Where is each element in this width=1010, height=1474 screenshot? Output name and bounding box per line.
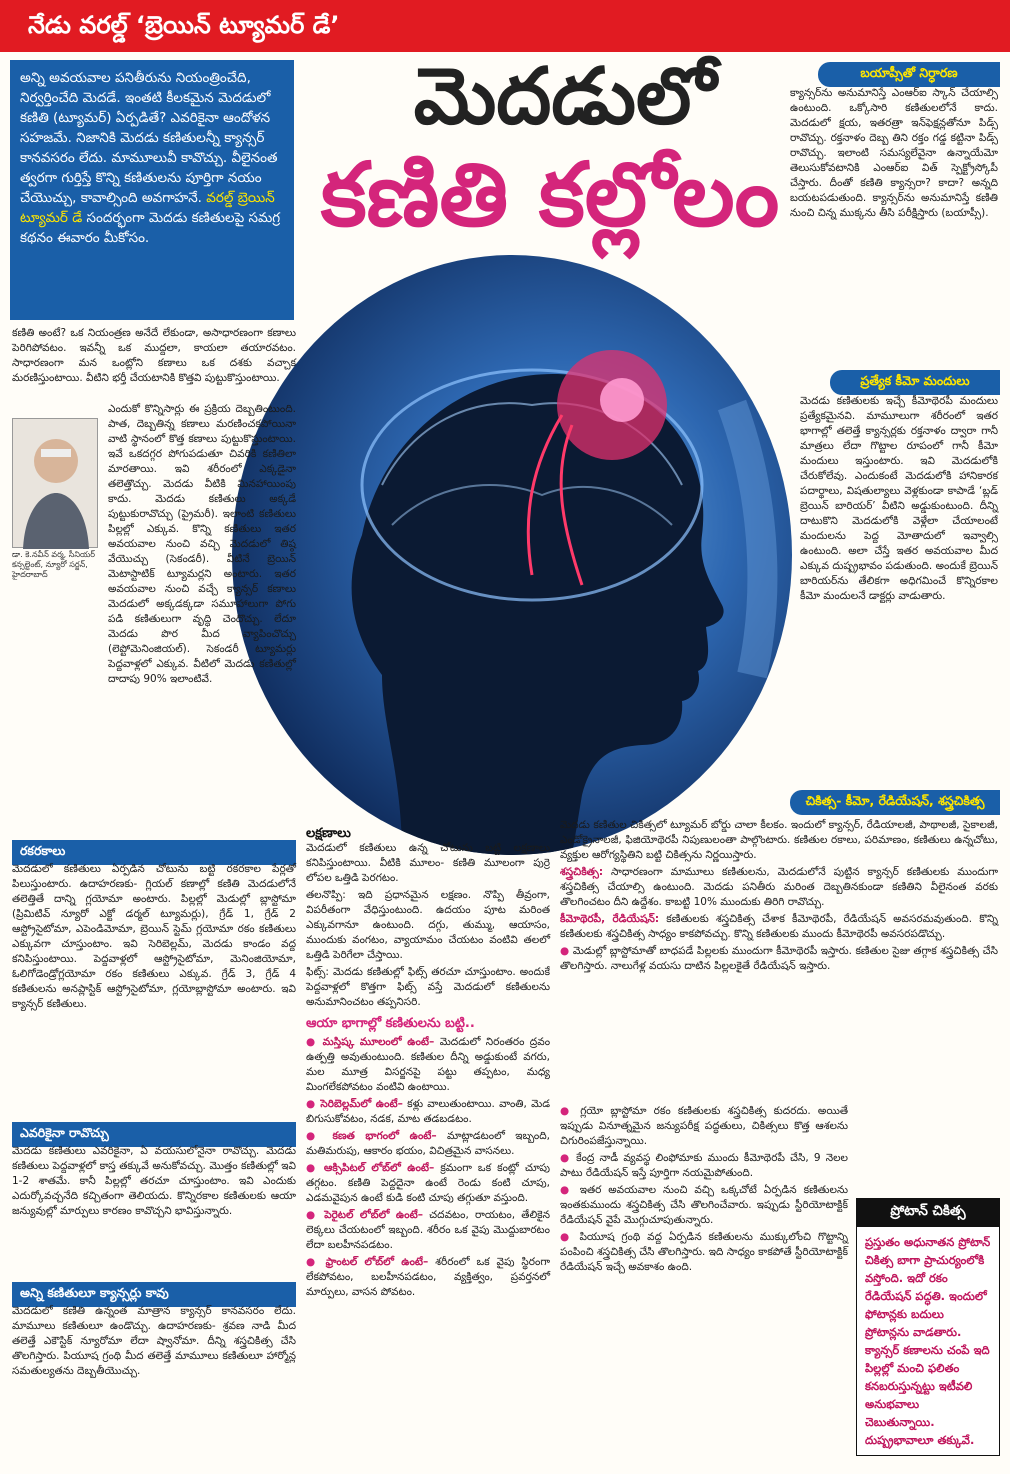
treatment-bullet — [560, 1151, 848, 1181]
intro-box — [10, 60, 294, 320]
location-item-head: కణత భాగంలో ఉంటే– — [332, 1130, 437, 1142]
section-by-location-heading: ఆయా భాగాల్లో కణితులను బట్టి.. — [306, 1016, 475, 1031]
treatment-bullet — [560, 944, 998, 974]
section-symptoms-heading: లక్షణాలు — [306, 826, 351, 841]
section-not-cancer-heading: అన్ని కణితులూ క్యాన్సర్లు కావు — [12, 1282, 296, 1307]
bullet-icon: ● — [560, 1184, 580, 1196]
treatment-bullet-text: ఇతర అవయవాల నుంచి వచ్చి ఒక్కచోటే ఏర్పడిన కణితులను ఇంతకుముందు శస్త్రచికిత్స చేసి తొలగించేవారు. ఇప్పుడు స్టీరియోటాక్టిక్ రేడియేషన్ వైపే మొగ్గుచూపుతున్నారు. — [560, 1184, 849, 1226]
symptoms-intro: మెదడులో కణితులు ఉన్న చోటును బట్టి లక్షణాలు కనిపిస్తుంటాయి. వీటికి మూలం- కణితి మూలంగా పుర్రె లోపల ఒత్తిడి పెరగటం. — [306, 842, 550, 884]
section-not-cancer-text: మెదడులో కణితి ఉన్నంత మాత్రాన క్యాన్సర్ కానవసరం లేదు. మామూలు కణితులూ ఉండొచ్చు. ఉదాహరణకు- శ్రవణ నాడి మీద తలెత్తే ఎకౌస్టిక్ న్యూరోమా లేదా ష్వానోమా. దీన్ని శస్త్రచికిత్స చేసి తొలగిస్తారు. పియూష గ్రంథి మీద తలెత్తే మామూలు కణితులూ హార్మోన్ల సమతుల్యతను దెబ్బతీయొచ్చు. — [12, 1305, 296, 1377]
location-item-head: మస్తిష్క మూలంలో ఉంటే– — [322, 1036, 435, 1048]
left-paragraph-2-wrap — [108, 402, 296, 689]
treatment-intro: మెదడు కణితుల చికిత్సలో ట్యూమర్ బోర్డు చాలా కీలకం. ఇందులో క్యాన్సర్, రేడియాలజీ, పాథాలజీ, సైకాలజీ, ఎండోక్రైనాలజీ, ఫిజియోథెరపీ నిపుణులంతా పాల్గొంటారు. కణితుల రకాలు, పరిమాణం, కణితులు ఉన్నచోటు, వ్యక్తుల ఆరోగ్యస్థితిని బట్టి చికిత్సను నిర్ణయిస్తారు. — [560, 819, 998, 861]
chemo-radiation-head: కీమోథెరపీ, రేడియేషన్: — [560, 913, 660, 925]
left-paragraph-2: ఎందుకో కొన్నిసార్లు ఈ ప్రక్రియ దెబ్బతింటుంది. పాత, దెబ్బతిన్న కణాలు మరణించకపోయినా వాటి స్థానంలో కొత్త కణాలు పుట్టుకొస్తుంటాయి. ఇవే ఒకదగ్గర పోగుపడుతూ చివరికి కణితిలా మారతాయి. ఇవి శరీరంలో ఎక్కడైనా తలెత్తొచ్చు. మెదడు వీటికి మినహాయింపు కాదు. మెదడు కణితులు అక్కడే పుట్టుకురావొచ్చు (ప్రైమరీ). ఇలాంటి కణితులు పిల్లల్లో ఎక్కువ. కొన్ని కణితులు ఇతర అవయవాల నుంచి వచ్చి మెదడులో తిష్ఠ వేయొచ్చు (సెకండరీ). వీటినే బ్రెయిన్ మెటాస్టాటిక్ ట్యూమర్లని అంటారు. ఇతర అవయవాల నుంచి వచ్చే క్యాన్సర్ కణాలు మెదడులో అక్కడక్కడా సమూహాలుగా పోగు పడి కణితులుగా వృద్ధి చెందొచ్చు. లేదూ మెదడు పొర మీద వ్యాపించొచ్చు (లెప్టోమెనింజియల్). సెకండరీ ట్యూమర్లు పెద్దవాళ్లలో ఎక్కువ. వీటిలో మెదడు కణితుల్లో దాదాపు 90% ఇలాంటివే. — [108, 403, 296, 685]
chemo-radiation-text: కణితులకు శస్త్రచికిత్స చేశాక కీమోథెరపీ, రేడియేషన్ అవసరమవుతుంది. కొన్ని కణితులకు శస్త్రచికిత్స సాధ్యం కాకపోవచ్చు. కొన్ని కణితులకు ముందు కీమోథెరపీ అవసరపడొచ్చు. — [560, 913, 999, 940]
bullet-icon: ● — [306, 1036, 323, 1048]
headline-line-2: కణితి కల్లోలం — [320, 143, 780, 246]
headline-line-1: మెదడులో — [413, 52, 717, 142]
bullet-icon: ● — [560, 1105, 581, 1117]
section-treatment-heading: చికిత్స- కీమో, రేడియేషన్, శస్త్రచికిత్స — [790, 790, 1000, 815]
location-item-text: శరీరంలో ఒక వైపు స్థిరంగా లేకపోవటం, బలహీనపడటం, వ్యక్తిత్వం, ప్రవర్తనలో మార్పులు, వాసన పోవటం. — [306, 1256, 551, 1298]
brain-illustration — [232, 255, 792, 855]
section-biopsy-text: క్యాన్సర్‌ను అనుమానిస్తే ఎంఆర్ఐ స్కాన్ చేయాల్సి ఉంటుంది. ఒక్కోసారి కణితులలోనే కాదు. మెదడులో క్షయ, ఇతరత్రా ఇన్‌ఫెక్షన్లతోనూ పిడ్స్ రావొచ్చు. రక్తనాళం దెబ్బ తిని రక్తం గడ్డ కట్టినా పిడ్స్ రావొచ్చు. ఇలాంటి సమస్యలేవైనా ఉన్నాయేమో తెలుసుకోవటానికి ఎంఆర్ఐ విత్ స్పెక్ట్రోస్కోపీ చేస్తారు. దీంతో కణితి క్యాన్సరా? కాదా? అన్నది బయటపడుతుంది. క్యాన్సర్‌ను అనుమానిస్తే కణితి నుంచి చిన్న ముక్కను తీసి పరీక్షిస్తారు (బయాప్సీ). — [790, 87, 998, 219]
location-item — [306, 1035, 550, 1095]
section-biopsy-heading: బయాప్సీతో నిర్ధారణ — [818, 62, 1000, 87]
left-column — [12, 326, 296, 388]
location-item-text: చదవటం, రాయటం, తేలికైన లెక్కలు చేయటంలో ఇబ్బంది. శరీరం ఒక వైపు మొద్దుబారటం లేదా బలహీనపడటం. — [306, 1209, 550, 1251]
section-chemo-drugs-heading: ప్రత్యేక కీమో మందులు — [830, 370, 1000, 395]
treatment-bullet — [560, 1104, 848, 1149]
symptom-headache: తలనొప్పి: ఇది ప్రధానమైన లక్షణం. నొప్పి తీవ్రంగా, విపరీతంగా వేధిస్తుంటుంది. ఉదయం పూట మరింత ఎక్కువగానూ ఉంటుంది. దగ్గు, తుమ్ము, ఆయాసం, ముందుకు వంగటం, వ్యాయామం చేయటం వంటివి తలలో ఒత్తిడి పెరిగేలా చేస్తాయి. — [306, 889, 550, 961]
location-item-head: పెరైటల్ లోబ్‌లో ఉంటే– — [324, 1209, 423, 1221]
treatment-surgery — [560, 865, 998, 910]
treatment-bullet-text: గ్లయో బ్లాస్టోమా రకం కణితులకు శస్త్రచికిత్స కుదరదు. అయితే ఇప్పుడు వినూత్నమైన జన్యుపరీక్ష పద్ధతులు, చికిత్సలు కొత్త ఆశలను చిగురింపజేస్తున్నాయి. — [560, 1105, 848, 1147]
location-item-head: ఆక్సిపిటల్ లోబ్‌లో ఉంటే– — [323, 1162, 435, 1174]
location-item-text: మాట్లాడటంలో ఇబ్బంది, మతిమరుపు, ఆకారం భయం, విచిత్రమైన వాసనలు. — [306, 1130, 551, 1157]
section-anyone-heading: ఎవరికైనా రావొచ్చు — [12, 1122, 296, 1147]
bullet-icon: ● — [306, 1209, 325, 1221]
section-chemo-drugs-text: మెదడు కణితులకు ఇచ్చే కీమోథెరపీ మందులు ప్రత్యేకమైనవి. మామూలుగా శరీరంలో ఇతర భాగాల్లో తలెత్తే క్యాన్సర్లకు రక్తనాళం ద్వారా గానీ మాత్రలు లేదా గొట్టాల రూపంలో గానీ కీమో మందులు ఇస్తుంటారు. ఇవి మెదడులోకి చేరుకోలేవు. ఎందుకంటే మెదడులోకి హానికారక పదార్థాలు, విషతుల్యాలు వెళ్లకుండా కాపాడే ‘బ్లడ్ బ్రెయిన్ బారియర్’ వీటిని అడ్డుకుంటుంది. దీన్ని దాటుకొని మెదడులోకి వెళ్లేలా చేయాలంటే మందులను పెద్ద మోతాదులో ఇవ్వాల్సి ఉంటుంది. అలా చేస్తే ఇతర అవయవాల మీద ఎక్కువ దుష్ప్రభావం పడుతుంది. అందుకే బ్రెయిన్ బారియర్‌ను తేలికగా అధిగమించే కొన్నిరకాల కీమో మందులనే డాక్టర్లు వాడుతారు. — [800, 395, 998, 602]
section-types-heading: రకరకాలు — [12, 840, 296, 865]
treatment-column-bottom — [560, 1104, 848, 1277]
brain-head-silhouette-icon — [232, 255, 792, 855]
location-item — [306, 1097, 550, 1127]
location-item-text: కళ్లు వాలుతుంటాయి. వాంతి, మెడ బిగుసుకోవటం, నడక, మాట తడబడటం. — [306, 1098, 551, 1125]
symptoms-column — [306, 826, 550, 1302]
location-item-head: ఫ్రాంటల్ లోబ్‌లో ఉంటే– — [325, 1256, 429, 1268]
treatment-bullet-text: కేంద్ర నాడీ వ్యవస్థ లింఫోమాకు ముందు కీమోథెరపీ చేసి, 9 నెలల పాటు రేడియేషన్ ఇస్తే పూర్తిగా నయమైపోతుంది. — [560, 1152, 848, 1179]
surgery-text: సాధారణంగా మామూలు కణితులను, మెదడులోనే పుట్టిన క్యాన్సర్ కణితులకు ముందుగా శస్త్రచికిత్స చేయాల్సి ఉంటుంది. మెదడు పనితీరు మరింత దెబ్బతినకుండా కణితిని వీలైనంత వరకు తొలగించటం దీని ఉద్దేశం. కాబట్టి 10% ముందుకు తిరిగి రావొచ్చు. — [560, 866, 998, 908]
treatment-bullet — [560, 1183, 848, 1228]
person-icon — [13, 419, 99, 549]
doctor-caption: డా. కె.నవీన్ వర్మ, సీనియర్ కన్సల్టెంట్, న్యూరో సర్జన్, హైదరాబాద్ — [12, 550, 95, 579]
surgery-head: శస్త్రచికిత్స: — [560, 866, 604, 878]
proton-heading: ప్రోటాన్ చికిత్స — [856, 1198, 1000, 1227]
intro-highlight: వరల్డ్ బ్రెయిన్ ట్యూమర్ డే — [20, 190, 275, 226]
location-item — [306, 1161, 550, 1206]
intro-tail: సందర్భంగా మెదడు కణితులపై సమగ్ర కథనం ఈవారం మీకోసం. — [20, 210, 281, 246]
doctor-photo — [12, 418, 98, 548]
treatment-bullet-text: మెడుల్లో బ్లాస్టోమాతో బాధపడే పిల్లలకు ముందుగా కీమోథెరపీ ఇస్తారు. కణితుల సైజు తగ్గాక శస్త్రచికిత్స చేసి తొలగిస్తారు. నాలుగేళ్ల వయసు దాటిన పిల్లలకైతే రేడియేషన్ ఇస్తారు. — [560, 945, 999, 972]
treatment-bullet — [560, 1230, 848, 1275]
location-item-head: సెరిబెల్లమ్‌లో ఉంటే– — [320, 1098, 403, 1110]
bullet-icon: ● — [306, 1130, 333, 1142]
intro-text: అన్ని అవయవాల పనితీరును నియంత్రించేది, నిర్వర్తించేది మెదడే. ఇంతటి కీలకమైన మెదడులో కణితి (ట్యూమర్) ఏర్పడితే? ఎవరికైనా ఆందోళన సహజమే. నిజానికి మెదడు కణితులన్నీ క్యాన్సర్ కానవసరం లేదు. మామూలువీ కావొచ్చు. వీలైనంత త్వరగా గుర్తిస్తే కొన్ని కణితులను పూర్తిగా నయం చేయొచ్చు, కావాల్సింది అవగాహనే. — [20, 70, 278, 206]
bullet-icon: ● — [306, 1162, 324, 1174]
treatment-bullet-text: పియూష గ్రంథి వద్ద ఏర్పడిన కణితులను ముక్కులోంచి గొట్టాన్ని పంపించి శస్త్రచికిత్స చేసి తొలగిస్తారు. ఇది సాధ్యం కాకపోతే స్టీరియోటాక్టిక్ రేడియేషన్ ఇచ్చే అవకాశం ఉంది. — [560, 1231, 848, 1273]
section-types-text: మెదడులో కణితులు ఏర్పడిన చోటును బట్టి రకరకాల పేర్లతో పిలుస్తుంటారు. ఉదాహరణకు- గ్లియల్ కణాల్లో కణితి మెదడులోనే తలెత్తితే దాన్ని గ్లయోమా అంటారు. పిల్లల్లో మెడుల్లో బ్లాస్టోమా (ప్రిమిటివ్ న్యూరో ఎక్టో డర్మల్ ట్యూమర్లు), గ్రేడ్ 1, గ్రేడ్ 2 ఆస్ట్రోసైటోమా, ఎపెండిమోమా, బ్రెయిన్ స్టెమ్ గ్లయోమా రకం కణితులు ఎక్కువగా చూస్తుంటాం. ఇవి సెరిబెల్లమ్, మెదడు కాండం వద్ద కనిపిస్తుంటాయి. పెద్దవాళ్లలో ఆస్ట్రోసైటోమా, మెనింజియోమా, ఓలిగోడెండ్రోగ్లయోమా రకం కణితులు ఎక్కువ. గ్రేడ్ 3, గ్రేడ్ 4 కణితులను అనప్లాస్టిక్ ఆస్ట్రోసైటోమా, గ్లయోబ్లాస్టోమా అంటారు. ఇవి క్యాన్సర్ కణితులు. — [12, 863, 296, 1010]
treatment-column-top — [560, 818, 998, 976]
bullet-icon: ● — [560, 1152, 577, 1164]
location-item-text: క్రమంగా ఒక కంట్లో చూపు తగ్గటం. కణితి పెద్దదైనా ఉంటే రెండు కంటి చూపు, ఎడమవైపున ఉంటే కుడి కంటి చూపు తగ్గుతూ వస్తుంది. — [306, 1162, 550, 1204]
bullet-icon: ● — [306, 1256, 326, 1268]
symptom-fits: ఫిట్స్: మెదడు కణితుల్లో ఫిట్స్ తరచూ చూస్తుంటాం. అందుకే పెద్దవాళ్లలో కొత్తగా ఫిట్స్ వస్తే మెదడులో కణితులను అనుమానించటం తప్పనిసరి. — [306, 966, 550, 1008]
location-item — [306, 1208, 550, 1253]
bullet-icon: ● — [560, 945, 573, 957]
bullet-icon: ● — [306, 1098, 321, 1110]
bullet-icon: ● — [560, 1231, 580, 1243]
section-anyone-text: మెదడు కణితులు ఎవరికైనా, ఏ వయసులోనైనా రావొచ్చు. మెదడు కణితులు పెద్దవాళ్లలో కాస్త తక్కువే అనుకోవచ్చు. మొత్తం కణితుల్లో ఇవి 1-2 శాతమే. కానీ పిల్లల్లో తరచూ చూస్తుంటాం. ఇవి ఎందుకు ఎదుర్కోవచ్చనేది కచ్చితంగా తెలియదు. కొన్నిరకాల కణితులకు ఆయా జన్యువుల్లో మార్పులు కారణం కావొచ్చని భావిస్తున్నారు. — [12, 1145, 296, 1217]
left-paragraph-1: కణితి అంటే? ఒక నియంత్రణ అనేదే లేకుండా, అసాధారణంగా కణాలు పెరిగిపోవటం. ఇవన్నీ ఒక ముద్దలా, కాయలా తయారవటం. సాధారణంగా మన ఒంట్లోని కణాలు ఒక దశకు వచ్చాక మరణిస్తుంటాయి. వీటిని భర్తీ చేయటానికి కొత్తవి పుట్టుకొస్తుంటాయి. — [12, 327, 296, 384]
location-item — [306, 1129, 550, 1159]
proton-text: ప్రస్తుతం అధునాతన ప్రోటాన్ చికిత్స బాగా ప్రాచుర్యంలోకి వస్తోంది. ఇదో రకం రేడియేషన్ పద్ధతి. ఇందులో ఫోటాన్లకు బదులు ప్రోటాన్లను వాడతారు. క్యాన్సర్ కణాలను చంపే ఇది పిల్లల్లో మంచి ఫలితం కనబరుస్తున్నట్టు ఇటీవలి అనుభవాలు చెబుతున్నాయి. దుష్ప్రభావాలూ తక్కువే. — [856, 1226, 1000, 1456]
location-item — [306, 1255, 550, 1300]
top-banner: నేడు వరల్డ్ ‘బ్రెయిన్ ట్యూమర్ డే’ — [0, 0, 1010, 52]
treatment-chemo-radiation — [560, 912, 998, 942]
location-item-text: మెదడులో నిరంతరం ద్రవం ఉత్పత్తి అవుతుంటుంది. కణితుల దీన్ని అడ్డుకుంటే వగరు, మల మూత్ర విసర్జనపై పట్టు తప్పటం, మధ్య మింగలేకపోవటం వంటివి ఉంటాయి. — [306, 1036, 551, 1093]
